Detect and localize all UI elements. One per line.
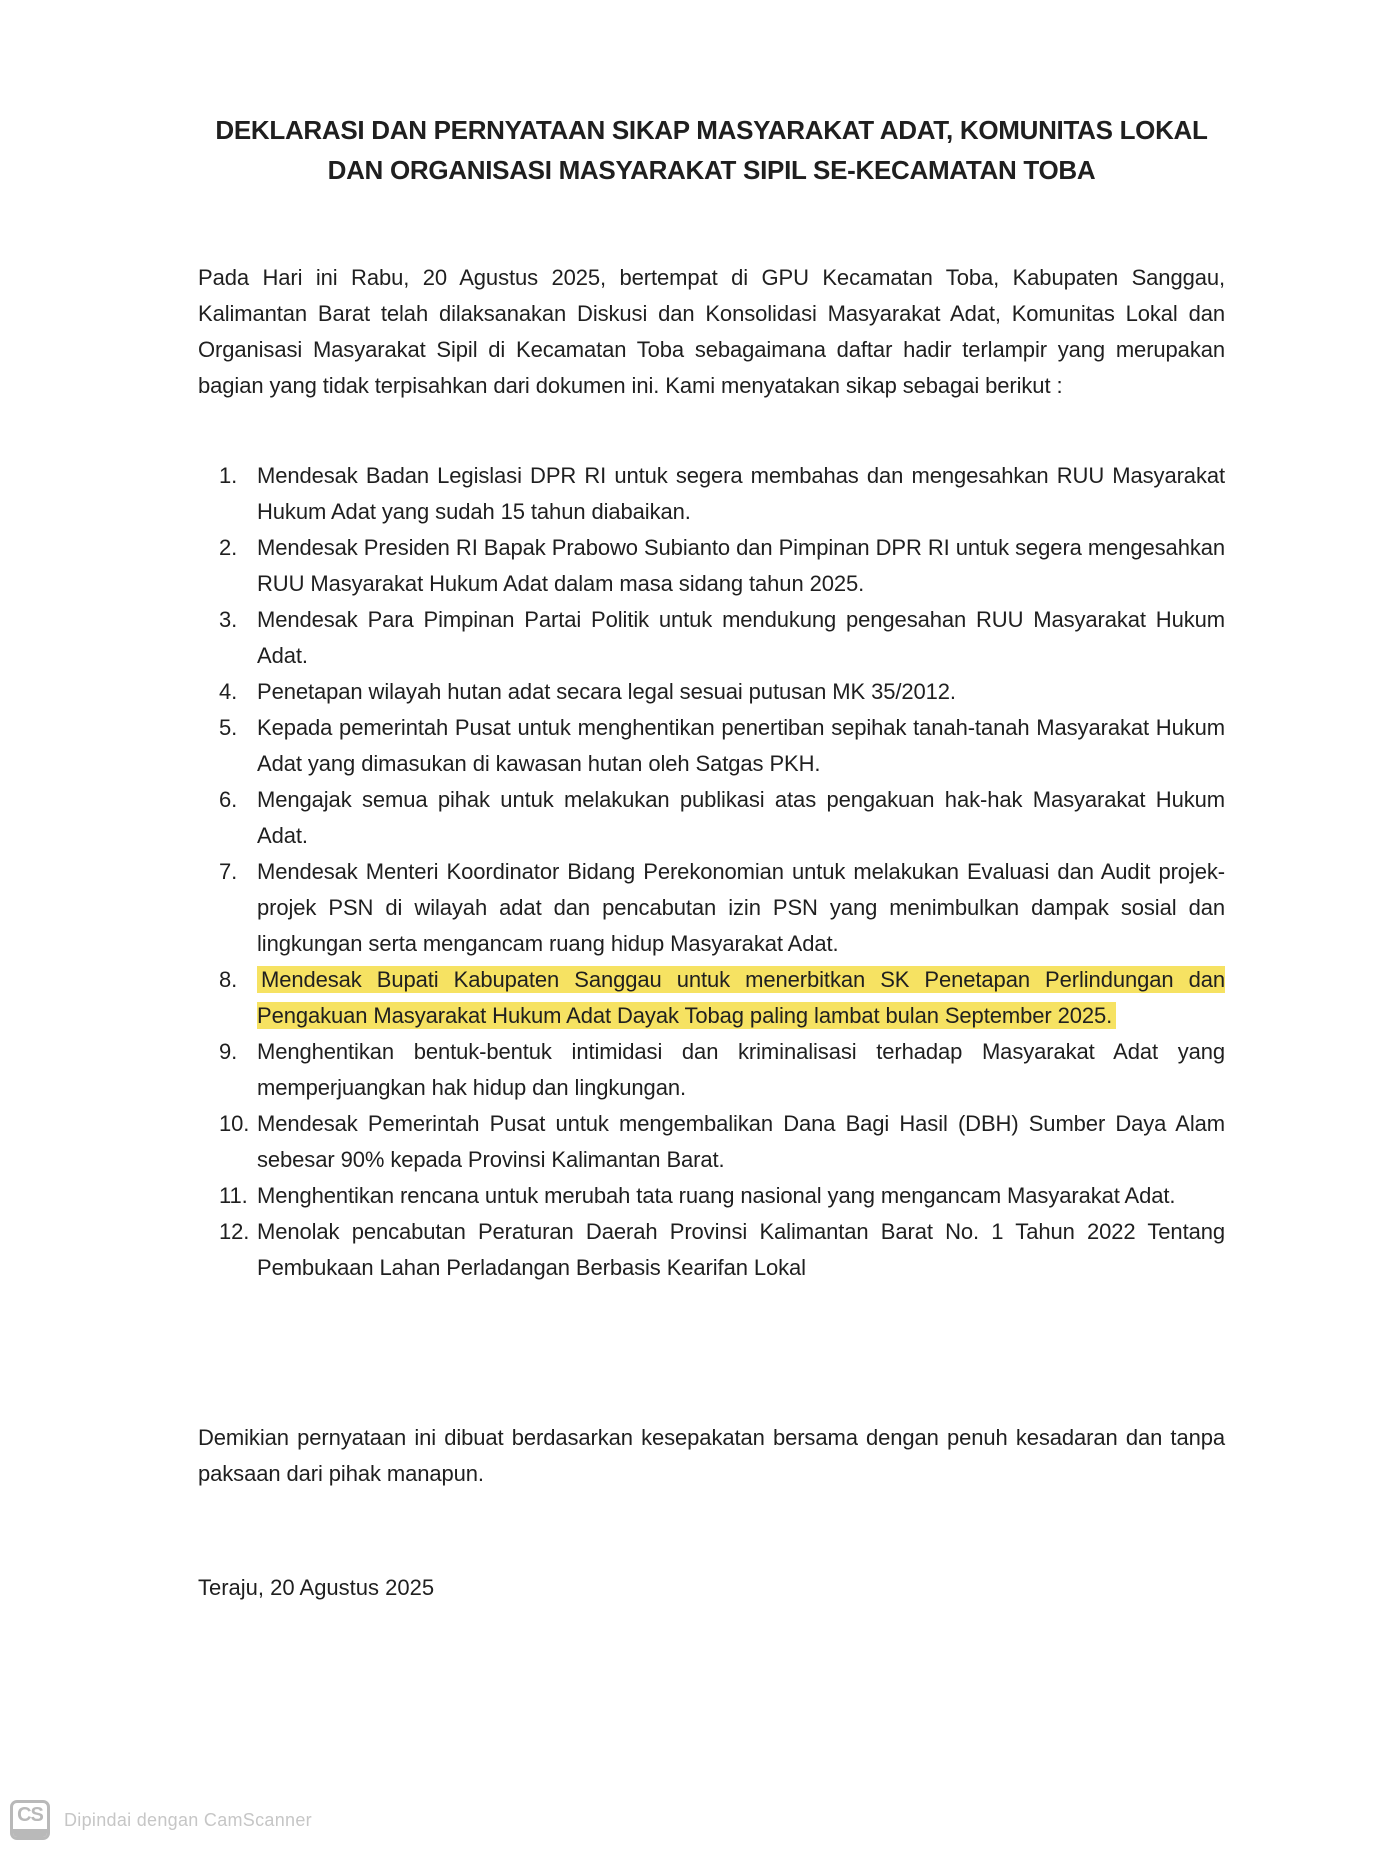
- list-item-number: 12.: [219, 1219, 250, 1244]
- list-item: [198, 710, 1225, 782]
- camscanner-watermark: [10, 1800, 312, 1840]
- list-item: [198, 458, 1225, 530]
- camscanner-logo-letters: CS: [17, 1804, 43, 1826]
- list-item: [198, 602, 1225, 674]
- list-item-text-highlighted: Mendesak Bupati Kabupaten Sanggau untuk menerbitkan SK Penetapan Perlindungan dan Pengakuan Masyarakat Hukum Adat Dayak Tobag paling lambat bulan September 2025.: [257, 967, 1225, 1028]
- list-item-text: Mendesak Pemerintah Pusat untuk mengembalikan Dana Bagi Hasil (DBH) Sumber Daya Alam sebesar 90% kepada Provinsi Kalimantan Barat.: [257, 1111, 1225, 1172]
- list-item-text: Menghentikan bentuk-bentuk intimidasi dan kriminalisasi terhadap Masyarakat Adat yang memperjuangkan hak hidup dan lingkungan.: [257, 1039, 1225, 1100]
- list-item-text: Menolak pencabutan Peraturan Daerah Provinsi Kalimantan Barat No. 1 Tahun 2022 Tentang Pembukaan Lahan Perladangan Berbasis Kearifan Lokal: [257, 1219, 1225, 1280]
- list-item-text: Mendesak Presiden RI Bapak Prabowo Subianto dan Pimpinan DPR RI untuk segera mengesahkan RUU Masyarakat Hukum Adat dalam masa sidang tahun 2025.: [257, 535, 1225, 596]
- list-item: [198, 1106, 1225, 1178]
- list-item: [198, 854, 1225, 962]
- list-item-number: 3.: [219, 607, 238, 632]
- list-item-number: 11.: [219, 1183, 248, 1208]
- list-item-text: Penetapan wilayah hutan adat secara legal sesuai putusan MK 35/2012.: [257, 679, 956, 704]
- list-item-number: 9.: [219, 1039, 238, 1064]
- list-item-text: Mengajak semua pihak untuk melakukan publikasi atas pengakuan hak-hak Masyarakat Hukum Adat.: [257, 787, 1225, 848]
- list-item: [198, 674, 1225, 710]
- statement-list: [198, 458, 1225, 1286]
- list-item-number: 10.: [219, 1111, 250, 1136]
- list-item-text: Mendesak Badan Legislasi DPR RI untuk segera membahas dan mengesahkan RUU Masyarakat Hukum Adat yang sudah 15 tahun diabaikan.: [257, 463, 1225, 524]
- camscanner-logo-icon: [10, 1800, 50, 1840]
- list-item-number: 7.: [219, 859, 238, 884]
- watermark-text: Dipindai dengan CamScanner: [64, 1809, 312, 1830]
- list-item-text: Kepada pemerintah Pusat untuk menghentikan penertiban sepihak tanah-tanah Masyarakat Hukum Adat yang dimasukan di kawasan hutan oleh Satgas PKH.: [257, 715, 1225, 776]
- list-item: [198, 962, 1225, 1034]
- list-item-number: 1.: [219, 463, 238, 488]
- intro-paragraph: Pada Hari ini Rabu, 20 Agustus 2025, bertempat di GPU Kecamatan Toba, Kabupaten Sanggau, Kalimantan Barat telah dilaksanakan Diskusi dan Konsolidasi Masyarakat Adat, Komunitas Lokal dan Organisasi Masyarakat Sipil di Kecamatan Toba sebagaimana daftar hadir terlampir yang merupakan bagian yang tidak terpisahkan dari dokumen ini. Kami menyatakan sikap sebagai berikut :: [198, 265, 1225, 398]
- list-item: [198, 1178, 1225, 1214]
- list-item-number: 2.: [219, 535, 238, 560]
- list-item: [198, 782, 1225, 854]
- list-item-text: Menghentikan rencana untuk merubah tata ruang nasional yang mengancam Masyarakat Adat.: [257, 1183, 1176, 1208]
- list-item-number: 5.: [219, 715, 238, 740]
- document-title: [198, 110, 1225, 190]
- document-title-line-1: DEKLARASI DAN PERNYATAAN SIKAP MASYARAKAT ADAT, KOMUNITAS LOKAL: [215, 115, 1208, 145]
- list-item-number: 8.: [219, 967, 238, 992]
- camscanner-logo-bar: [13, 1829, 47, 1837]
- list-item: [198, 1214, 1225, 1286]
- document-title-line-2: DAN ORGANISASI MASYARAKAT SIPIL SE-KECAMATAN TOBA: [327, 155, 1096, 185]
- list-item: [198, 530, 1225, 602]
- closing-paragraph: Demikian pernyataan ini dibuat berdasarkan kesepakatan bersama dengan penuh kesadaran dan tanpa paksaan dari pihak manapun.: [198, 1425, 1225, 1486]
- list-item-text: Mendesak Para Pimpinan Partai Politik untuk mendukung pengesahan RUU Masyarakat Hukum Adat.: [257, 607, 1225, 668]
- place-date-line: Teraju, 20 Agustus 2025: [198, 1575, 435, 1600]
- list-item-number: 6.: [219, 787, 238, 812]
- list-item-number: 4.: [219, 679, 238, 704]
- list-item: [198, 1034, 1225, 1106]
- list-item-text: Mendesak Menteri Koordinator Bidang Perekonomian untuk melakukan Evaluasi dan Audit projek-projek PSN di wilayah adat dan pencabutan izin PSN yang menimbulkan dampak sosial dan lingkungan serta mengancam ruang hidup Masyarakat Adat.: [257, 859, 1225, 956]
